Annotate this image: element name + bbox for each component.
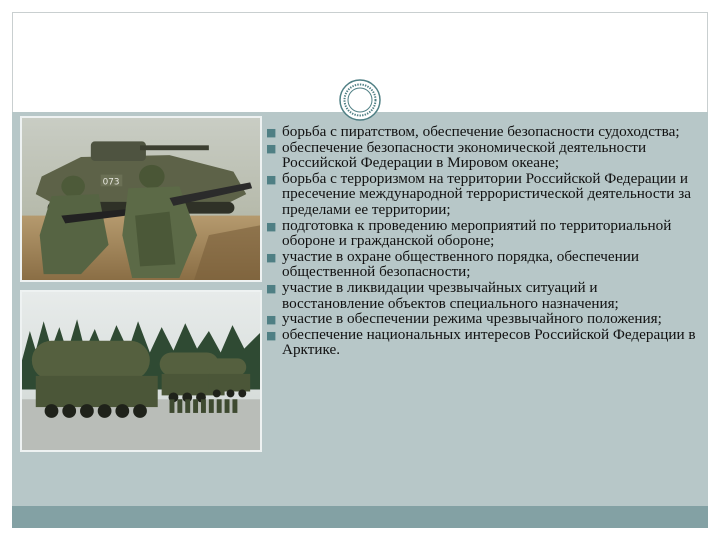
soldiers-with-armored-vehicle-photo: [20, 116, 262, 282]
square-bullet-icon: ■: [266, 313, 277, 327]
list-item: ■ участие в ликвидации чрезвычайных ситуаций и восстановление объектов специального назначения;: [266, 278, 619, 312]
list-item: ■ борьба с терроризмом на территории Российской Федерации и пресечение международной террористической деятельности за пределами ее территории;: [266, 169, 691, 218]
square-bullet-icon: ■: [266, 219, 277, 233]
missile-launcher-column-photo: [20, 290, 262, 452]
square-bullet-icon: ■: [266, 126, 277, 139]
list-item: ■ борьба с пиратством, обеспечение безопасности судоходства;: [266, 123, 680, 140]
list-item: ■ обеспечение национальных интересов Российской Федерации в Арктике.: [266, 325, 696, 359]
bullet-list: [266, 124, 696, 358]
square-bullet-icon: ■: [266, 141, 277, 155]
square-bullet-icon: ■: [266, 250, 277, 264]
bottom-bar: [12, 506, 708, 528]
list-item: ■ подготовка к проведению мероприятий по территориальной обороне и гражданской обороне;: [266, 216, 672, 250]
list-item: ■ участие в охране общественного порядка, обеспечении общественной безопасности;: [266, 247, 639, 281]
square-bullet-icon: ■: [266, 281, 277, 295]
list-item: ■ обеспечение безопасности экономической деятельности Российской Федерации в Мировом океане;: [266, 138, 647, 172]
square-bullet-icon: ■: [266, 172, 277, 186]
list-item: ■ участие в обеспечении режима чрезвычайного положения;: [266, 310, 662, 328]
circle-ornament-icon: [338, 78, 382, 122]
vehicle-number-badge: 073: [102, 177, 120, 188]
square-bullet-icon: ■: [266, 328, 277, 342]
